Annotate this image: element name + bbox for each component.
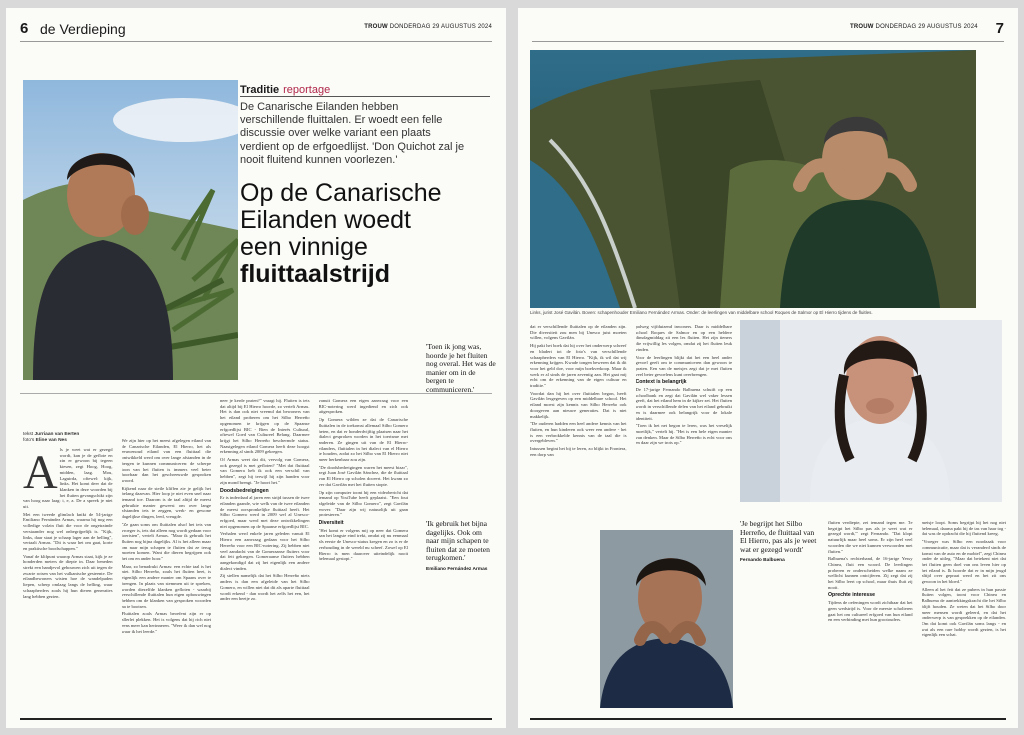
left-page [6,8,506,728]
photo-emiliano-cliffs [530,50,976,308]
photo-student-whistling [740,320,1002,502]
column-1: dat er verschillende fluittalen op de eilanden zijn. Die diversiteit zou men bij Unesco juist moeten willen, volgens Gavilán. Hij pakt het boek dat hij over het onderwerp schreef en bladert tot de foto's van verschillende schaapherders van El Hierro. "Kijk, ik wil dat wij erkenning krijgen. Kwade tongen beweren dat ik dit voor het geld doe, voor mijn boekverkoop. Maar ik werk er al sinds de jaren zeventig aan. Het gaat mij echt om de erkenning van de eigen cultuur en traditie." Voordat dan hij het over fluittalen begon, heeft Gavilán lesgegeven op een middelbare school. Het eiland moest zijn kennis van Silbo Herreño ook doorgeven aan nieuwe generaties. Dat is niet makkelijk. "De ouderen hadden een heel andere kennis van het fluiten, en hun kinderen ook weer een andere - het is een verbrokkelde kennis van de taal die is overgebleven." Intussen begint het bij te leren, zo blijkt in Frontera, een dorp van [530,324,627,457]
page-number: 7 [995,20,1004,37]
photo-jose-gavilan [600,530,733,708]
kicker: Traditie reportage [240,84,331,96]
photo-caption: Links, jurist José Gavilán. Boven: schapenhouder Emiliano Fernández Armas. Onder: de leerlingen van middelbare school Roques de Salmor op El Hierro tijdens de fluitles. [530,310,873,315]
pull-quote-bottom: 'Ik gebruik het bijna dagelijks. Ook om naar mijn schapen te fluiten dat ze moeten terugkomen.' Emiliano Fernández Armas [426,519,490,572]
column-3: neer je kerde praten?" vraagt hij. Fluiten is iets dat altijd bij El Hierro hoorde, zo vertelt Armas. Het is dan ook niet vreemd dat bewoners van het eiland proberen om het Silbo Herreño opgenomen te krijgen op de Spaanse erfgoedlijst BIC - Bien de Interés Cultural, oftewel Goed van Cultureel Belang. Daarmee krijgt het Silbo Herreño beschermde status. Naastgelegen eiland Gomera heeft deze hoogst erkenning al sinds 2009 gekregen. Of Armas weet dat dit, vervolg van Gomera, ook gezegd is met gefloten? "Met dat fluittaal van Gomera heb ik ook een verschil van hebben", zegt hij terwijl hij zijn handen voor zijn mond brengt. "Je hoort het." Doodsbedreigingen Er is inderdaad al jaren een strijd tussen de twee eilanden gaande, wie welk van de twee eilanden de meest oorspronkelijke fluittaal heeft. Het Silbo Gomero werd in 2009 wel al Unesco-erfgoed, maar werd met deze ontwikkelingen niet opgenomen op de Spaanse erfgoedlijst BIC. Verhalen werd enkele jaren geleden vanuit El Hierro een aanvraag gedaan voor het Silbo Herreño voor een BIC-notering. Zij hebben niet veel aandacht van de Gomeraanse fluiters voor dat feit gekregen. Gomeraanse fluiters hebben aangekondigd dat zij het eigenlijk een andere dialect vinden. Zij stellen namelijk dat het Silbo Herreño niets anders is dan een afgeleide van het Silbo Gomero, en willen niet dat dit als aparte fluittaal wordt erkend - dan wordt het zelfs het een, het ander een beetje zo. [220,398,310,602]
headline: Op de Canarische Eilanden woedt een vinnige fluittaalstrijd [240,179,442,288]
page-header [20,20,492,42]
masthead-date: TROUW DONDERDAG 29 AUGUSTUS 2024 [364,24,492,30]
article-columns [23,398,408,716]
page-header [532,20,1004,42]
right-page [518,8,1018,728]
photo-emiliano-whistling [23,80,238,380]
page-number: 6 [20,20,29,37]
intro-text: De Canarische Eilanden hebben verschillende fluittalen. Er woedt een felle discussie over welke variant een plaats verdient op de erfgoedlijst. 'Don Quichot zal je nooit fluitend kunnen voorlezen.' [240,101,465,166]
article-columns-top [530,324,732,514]
section-name: de Verdieping [40,21,126,37]
column-4: meisje loopt. Soms begrijpt hij het nog niet helemaal, daarna pakt hij de tas van haar tog - dat was de opdracht die hij fluitend kreeg. "Vroeger was Silbo een noodzaak voor communicatie, maar dat is veranderd sinds de komst van de auto en de mobiel", zegt Chinea onder de uitleg. "Maar dat betekent niet dat het fluiten geen doel van ons leven hier op het eiland is. Ik hoorde dat er in mijn jeugd altijd over gepraat werd en het zit ons gewoon in het bloed." Alleen al het feit dat ze pubers in hun passie fluiten volgen, toont voor Chinea en Balbuena de aantrekkingskracht die het Silbo blijft houden. Ze weten dat het Silbo door meer mensen wordt geleerd, en dat het onderwerp is van gesprekken op de eilanden. Om dat komt ook Gavilán soms langs - en wat als een rare hobby wordt gezien, is het eigenlijk een schat. [921,520,1006,638]
column-4: vanuit Gomera een eigen aanvraag voor een BIC-notering werd ingediend en zich ook uitgesproken. Op Gomera wilden ze dat de Canarische fluittalen in de toekomst allemaal Silbo Gomero heten, en dat er honderdvijftig plaatsen naar het dialect gesproken worden in het toerisme met anderen. Ze gingen uit van de El Hierro-eilanders, fluittalen in het dialect van el Hierro te houden, zodat zo het Silbo van El Hierro niet meer herkenbaar zou zijn. "De doodsbedreigingen waren het meest bizar", zegt Juan José Gavilán Sánchez, die de fluittaal van El Hierro op scholen doceert. Het kwam zo ver dat Gavilán met het fluiten stopte. Op zijn computer toont hij een videobericht dat iemand op YouTube heeft geplaatst. "Een fout afgeleide van de Silbo Gomero", zegt Gavilán erover. "Daar zijn wij natuurlijk uit gaan protesteren." Diversiteit "Het komt er volgens mij op neer dat Gomera aan het langste eind trekt, omdat zij nu eenmaal als eerste de Unesco-status kregen en zo is er de verhouding in de wereld nu scheef. Zowel op El Hierro is men daarover uiteindelijk nooit helemaal gestopt." [318,398,408,562]
column-1: tekst Jurriaan van Eerten foto's Eline van Nes A ls je weet wat er gezegd wordt, kan je de geflote en zin er gewoon bij tegeen kiesen, zegt Hoog, Hoog, midden, laag. Mou, Laguirda, oftewel: kijk, links. Het komt deer dat de klanken in deze woorden bij het fluiten gevangschikt zijn van hoog naar laag: i, e, a. De a spreek je niet uit. Met een tweede glimlach knikt de 54-jarige Emiliano Fernández Armas, waarna hij nog een volledige volzin fluit die voor de ongetrainde verstaander nog wel onbegrijpelijk is. "Kijk, links, daar staat je schaap lager aan de helling", vertaalt Armas. "Dit is waar het om gaat, korte en praktische boodschappen." Vanaf de klifpunt waarop Armas staat, kijk je ze honderden meters de diepte in. Daar beneden strekt een handjevol gebouwen zich uit tegen de zwarte rotsen van het vulkanische gesteente. De eilandbewoners wisten hoe de wandelpaden liepen, scherp omlaag langs de helling, waar schaapherders zoals hij hun dieren generaties lang hebben gezien. [23,432,113,599]
pull-quote-top: 'Toen ik jong was, hoorde je het fluiten nog overal. Het was de manier om in de bergen te communiceren.' [426,342,496,394]
drop-cap: A [23,446,58,499]
column-3: fluiten verdiepte, zei iemand tegen me. 'Je begrijpt het Silbo pas als je weet wat er gezegd wordt,'" zegt Fernando. "Dat klopt natuurlijk maar heel soms. Er zijn heel veel woorden die we niet kunnen verwoorden met fluiten." Balbuena's rechterhand, de 16-jarige Yessy Chinea, fluit een woord. De leerlingen proberen er onderscheiden welke naam ze wellicht kunnen ontcijferen. Zij zegt dat zij het Silbo leert op school, maar thuis fluit zij nooit. Oprechte interesse Tijdens de oefeningen wordt zichtbaar dat het geen wedstrijd is. Voor de meeste scholieren gaat het om cultureel erfgoed van hun eiland en een verbinding met hun grootouders. [828,520,913,623]
article-columns-bottom [828,520,1006,716]
column-2: We zijn hier op het meest afgelegen eiland van de Canarische Eilanden, El Hierro, het als eeuwenoud eiland van een fluittaal die ontwikkeld werd om over lange afstanden in de bergen te kunnen communiceren: de scherpe toon van het fluiten is immers veel beter hoorbaar dan het geschreeuwde gesproken woord. Kijkend naar de steile kliffen zie je gelijk het belang daarvan. Hier loop je niet even snel naar iemand toe. Daarom is de taal altijd de meest gebruikte manier geweest om over lange afstanden iets te zeggen, werk- en gewone dagelijkse dingen, leed, vreugde. "Ze gaan soms om fluittalen alsof het iets van vroeger is, iets dat alleen nog wordt gedaan voor toeristen", vertelt Armas. "Maar ik gebruik het fluiten nog bijna dagelijks. Al is het alleen maar om naar mijn schapen te fluiten dat ze terug moeten komen. Want die dieren begrijpen ook het om en ander hoor." Maar, zo benadrukt Armas: een echte taal is het niet. Silbo Herreño, zoals het fluiten heet, is eigenlijk een andere manier om Spaans over te brengen. In plaats van stemmen uit te spreken, worden diezelfde klanken gefloten - waarbij verschillende fluittalen hun eigen opbouwingen hebben om de klanken van gesproken woorden na te bootsen. Fluittalen zoals Armas beoefent zijn er op allerlei plekken. Het is volgens dat hij rich niet eens meer kan herinneren. "Weer ik dan wel nog waar ik het leerde." [121,438,211,634]
masthead-date: TROUW DONDERDAG 29 AUGUSTUS 2024 [850,24,978,30]
column-2: palweg vijfduizend inwoners. Daar is middelbare school Roques de Salmor en op een heldere dinsdagmiddag zit een les fluiten. Het zijn tieners die vrijwillig les volgen, omdat zij het fluiten leuk vinden. Voor de leerlingen blijkt dat het een heel ander gevoel geeft om te communiceren dan gewoon te praten. Een van de meisjes zegt dat je met fluiten veel beter gevoelens kunt overbrengen. Context is belangrijk De 17-jarige Fernando Balbuena schuift op een schoolbank en zegt dat Gavilán wel vaker lessen geeft, dat het eiland hem in de kijker zet. Het fluiten wordt in verschillende delen van het eiland gebruikt en is daarmee ook belangrijk voor de lokale identiteit. "Toen ik het net begon te leren, was het vreselijk moeilijk," vertelt hij. "Het is een hele eigen manier van denken. Maar de Silbo Herreño is echt voor ons en daar zijn we trots op." [635,324,732,446]
pull-quote-mid: 'Je begrijpt het Silbo Herreño, de fluittaal van El Hierro, pas als je weet wat er gezegd wordt' Fernando Balbuena [740,519,817,563]
